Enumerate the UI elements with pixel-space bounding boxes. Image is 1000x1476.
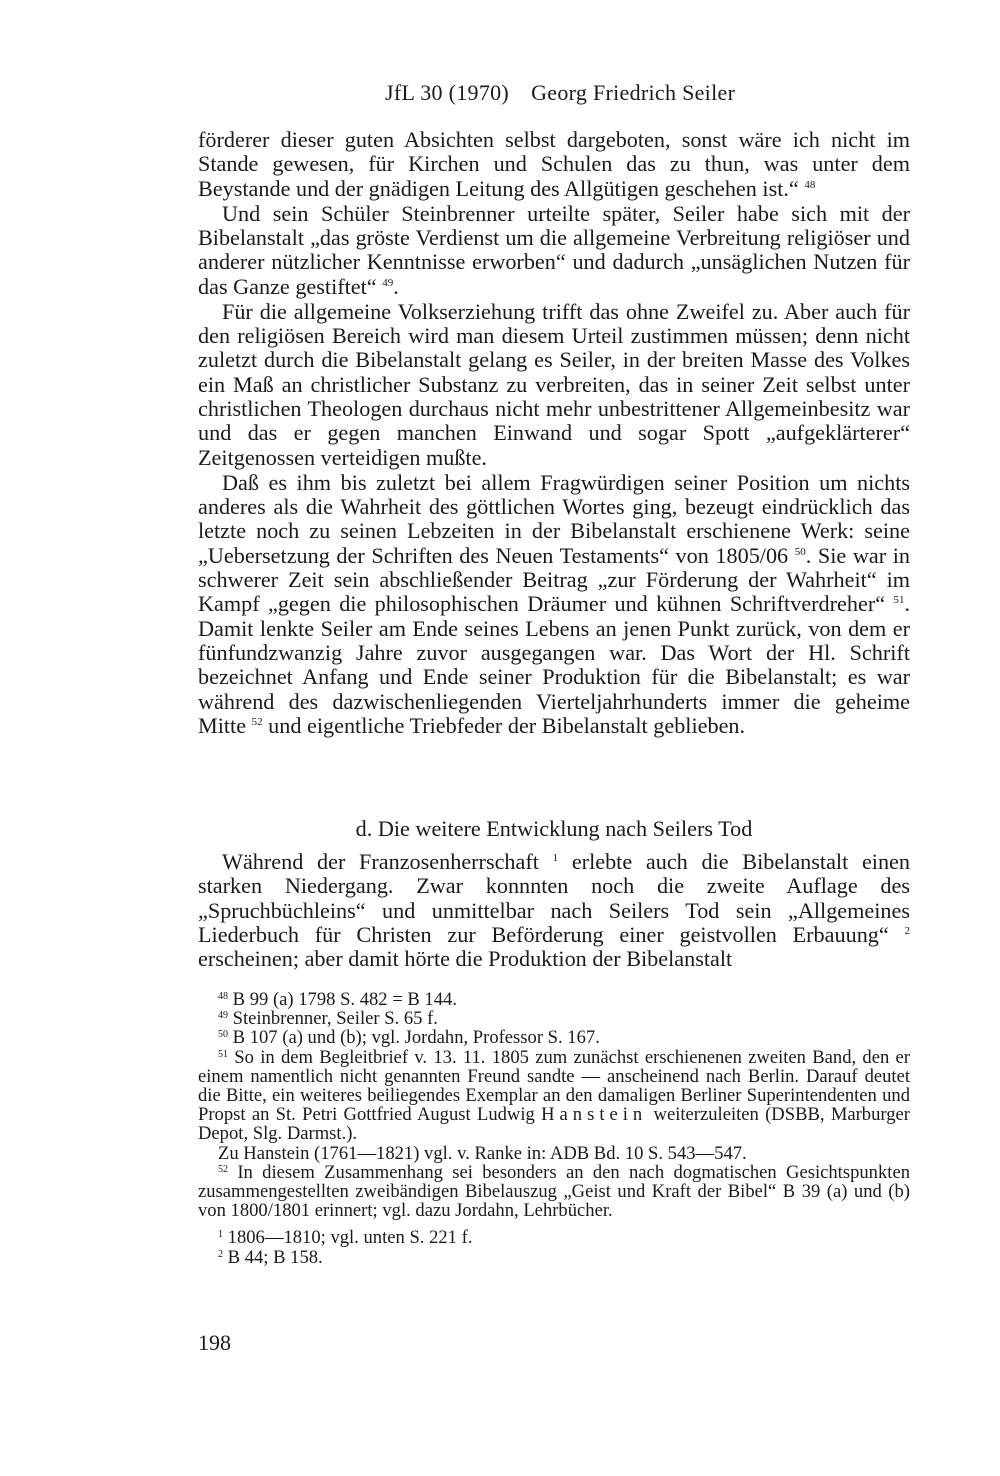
- page-number: 198: [198, 1330, 231, 1355]
- footnote: $^{48}$ B 99 (a) 1798 S. 482 = B 144.: [218, 989, 457, 1010]
- paragraph: Daß es ihm bis zuletzt bei allem Fragwürdigen seiner Position um nichts anderes als die Wahrheit des göttlichen Wortes ging, bezeugt eindrücklich das letzte noch zu seinen Lebzeiten in der Bibelanstalt erschienene Werk: seine „Uebersetzung der Schriften des Neuen Testaments“ von 1805/06 $^{50}$. Sie war in schwerer Zeit sein abschließender Beitrag „zur Förderung der Wahrheit“ im Kampf „gegen die philosophischen Dräumer und kühnen Schriftverdreher“ $^{51}$. Damit lenkte Seiler am Ende seines Lebens an jenen Punkt zurück, von dem er fünfundzwanzig Jahre zuvor ausgegangen war. Das Wort der Hl. Schrift bezeichnet Anfang und Ende seiner Produktion für die Bibelanstalt; es war während des dazwischenliegenden Vierteljahrhunderts immer die geheime Mitte $^{52}$ und eigentliche Triebfeder der Bibelanstalt geblieben.: [198, 469, 910, 738]
- footnote-ref: 50: [794, 545, 806, 558]
- footnote-ref: 48: [804, 178, 816, 191]
- section-text: [198, 850, 910, 971]
- footnote-ref: 51: [893, 594, 905, 607]
- footnote-continuation: Zu Hanstein (1761—1821) vgl. v. Ranke in: ADB Bd. 10 S. 543—547.: [218, 1142, 747, 1164]
- paragraph: Während der Franzosenherrschaft $^1$ erlebte auch die Bibelanstalt einen starken Niedergang. Zwar konnnten noch die zweite Auflage des „Spruchbüchleins“ und unmittelbar nach Seilers Tod sein „Allgemeines Liederbuch für Christen zur Beförderung einer geistvollen Erbauung“ $^2$ erscheinen; aber damit hörte die Produktion der Bibelanstalt: [198, 849, 911, 972]
- footnote: $^2$ B 44; B 158.: [218, 1246, 323, 1268]
- footnote: $^{50}$ B 107 (a) und (b); vgl. Jordahn, Professor S. 167.: [218, 1027, 600, 1049]
- footnote-ref: 1: [552, 852, 559, 864]
- footnote: $^{51}$ So in dem Begleitbrief v. 13. 11. 1805 zum zunächst erschienenen zweiten Band, den er einem namentlich nicht genannten Freund sandte — anscheinend nach Berlin. Darauf deutet die Bitte, ein weiteres beiliegendes Exemplar an den damaligen Berliner Superintendenten und Propst an St. Petri Gottfried August Ludwig Hanstein weiterzuleiten (DSBB, Marburger Depot, Slg. Darmst.).: [198, 1046, 911, 1145]
- footnote: $^{49}$ Steinbrenner, Seiler S. 65 f.: [218, 1008, 438, 1030]
- journal-reference: JfL 30 (1970): [385, 80, 510, 105]
- footnote-ref: 2: [904, 924, 911, 937]
- running-head: [385, 80, 765, 106]
- footnote-group: [198, 1228, 910, 1266]
- paragraph: Für die allgemeine Volkserziehung trifft das ohne Zweifel zu. Aber auch für den religiösen Bereich wird man diesem Urteil zustimmen müssen; denn nicht zuletzt durch die Bibelanstalt gelang es Seiler, in der breiten Masse des Volkes ein Maß an christlicher Substanz zu verbreiten, das in seiner Zeit selbst unter christlichen Theologen durchaus nicht mehr unbestrittener Allgemeinbesitz war und das er gegen manchen Einwand und sogar Spott „aufgeklärterer“ Zeitgenossen verteidigen mußte.: [198, 298, 910, 470]
- footnote: $^{52}$ In diesem Zusammenhang sei besonders an den nach dogmatischen Gesichtspunkten zusammengestellten zweibändigen Bibelauszug „Geist und Kraft der Bibel“ B 39 (a) und (b) von 1800/1801 erinnert; vgl. dazu Jordahn, Lehrbücher.: [198, 1161, 910, 1222]
- footnotes: [198, 990, 910, 1267]
- footnote: $^1$ 1806—1810; vgl. unten S. 221 f.: [218, 1227, 473, 1249]
- article-author: Georg Friedrich Seiler: [531, 80, 736, 105]
- footnote-ref: 49: [382, 276, 394, 289]
- footnote-ref: 52: [251, 715, 263, 728]
- section-heading: d. Die weitere Entwicklung nach Seilers Tod: [355, 816, 753, 841]
- spaced-name: Hanstein: [541, 1104, 648, 1126]
- main-text: [198, 128, 910, 738]
- paragraph: Und sein Schüler Steinbrenner urteilte später, Seiler habe sich mit der Bibelanstalt „das gröste Verdienst um die allgemeine Verbreitung religiöser und anderer nützlicher Kenntnisse erworben“ und dadurch „unsäglichen Nutzen für das Ganze gestiftet“ $^{49}$.: [198, 200, 910, 299]
- paragraph: förderer dieser guten Absichten selbst dargeboten, sonst wäre ich nicht im Stande gewesen, für Kirchen und Schulen das zu thun, was unter dem Beystande und der gnädigen Leitung des Allgütigen geschehen ist.“ $^{48}$: [198, 127, 910, 201]
